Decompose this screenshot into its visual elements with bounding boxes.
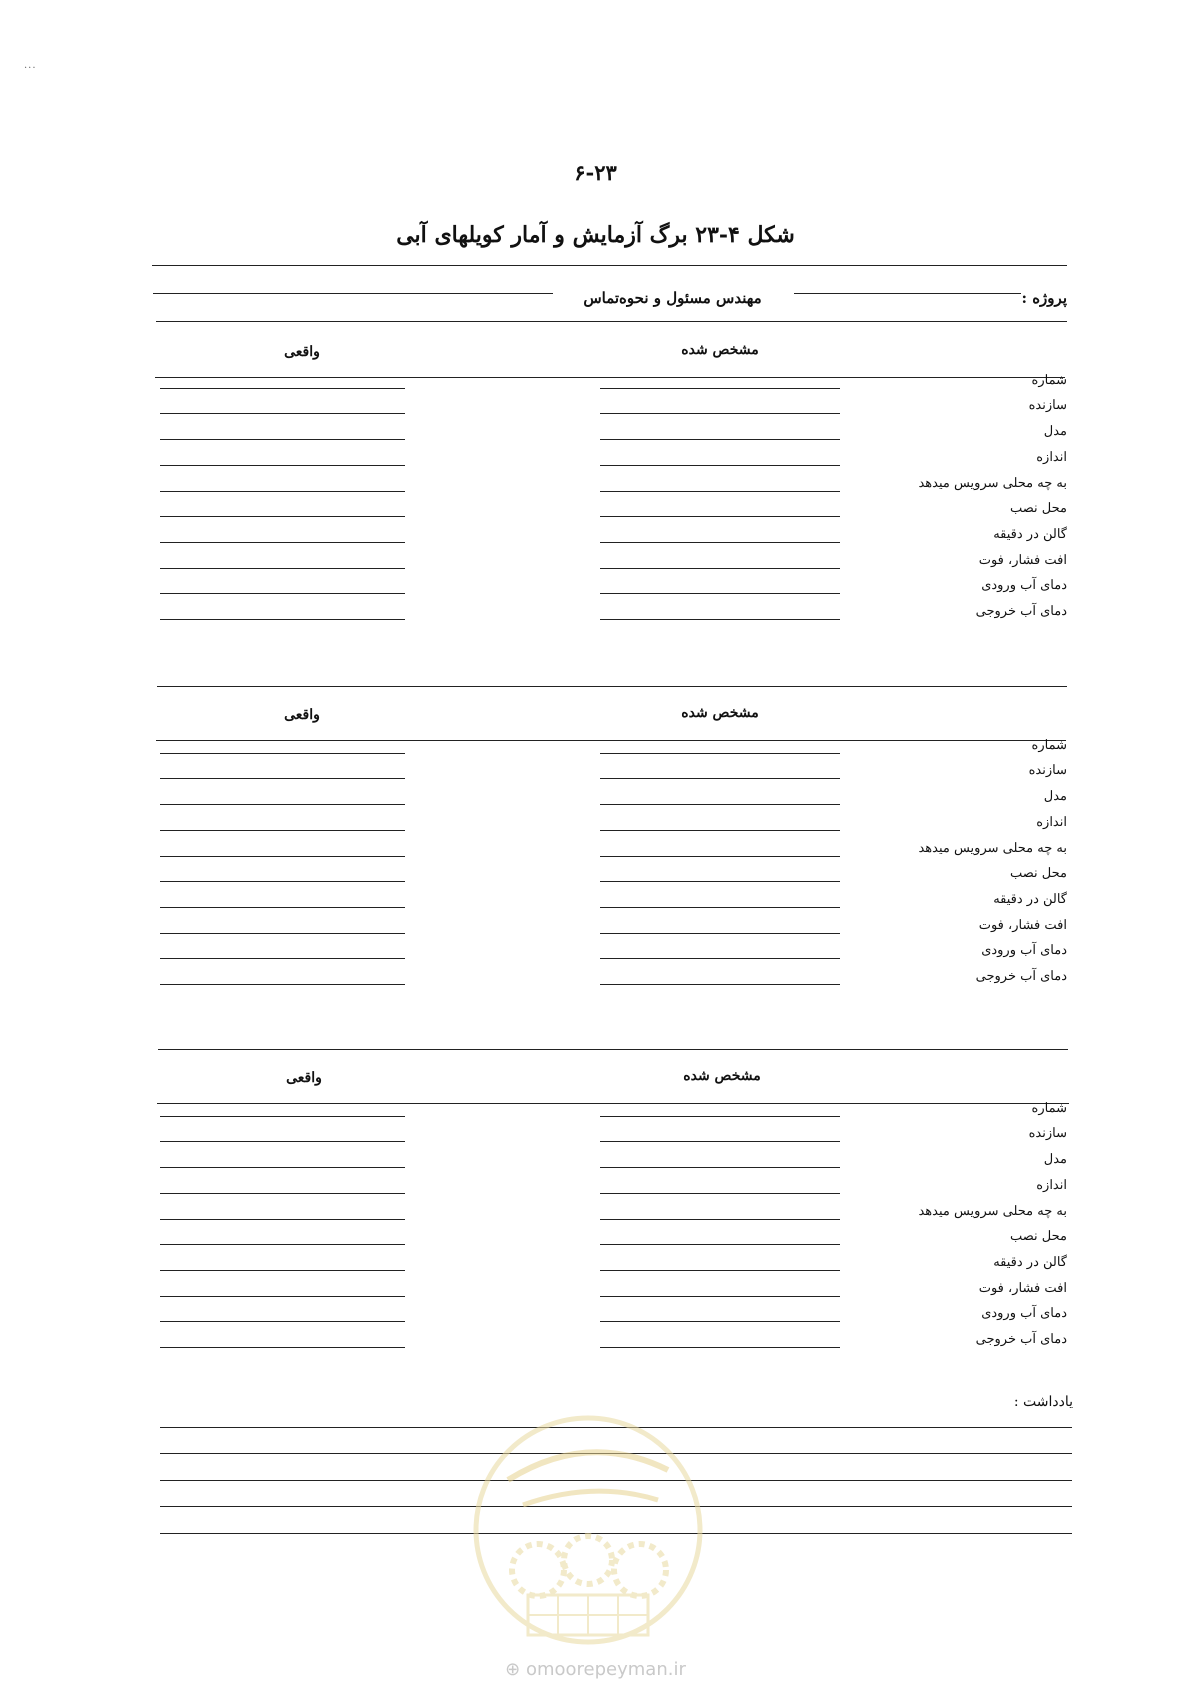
specified-value-line[interactable] — [600, 881, 840, 882]
actual-value-line[interactable] — [160, 439, 405, 440]
row-label: دمای آب ورودی — [981, 943, 1067, 959]
project-label: پروژه : — [1021, 289, 1067, 307]
specified-value-line[interactable] — [600, 1219, 840, 1220]
engineer-field-line[interactable] — [153, 293, 553, 294]
actual-value-line[interactable] — [160, 804, 405, 805]
actual-value-line[interactable] — [160, 619, 405, 620]
form-title: شکل ۴-۲۳ برگ آزمایش و آمار کویلهای آبی — [396, 222, 795, 248]
row-label: اندازه — [1036, 449, 1067, 465]
coil-section-3 — [0, 1058, 1191, 1358]
specified-value-line[interactable] — [600, 413, 840, 414]
actual-value-line[interactable] — [160, 1193, 405, 1194]
row-label: دمای آب خروجی — [975, 1332, 1067, 1347]
specified-value-line[interactable] — [600, 568, 840, 569]
row-label: محل نصب — [1010, 866, 1067, 882]
actual-header: واقعی — [286, 1070, 322, 1086]
engineer-label: مهندس مسئول و نحوه‌تماس — [583, 289, 762, 307]
coil-section-2 — [0, 695, 1191, 995]
header-rule — [155, 377, 1065, 378]
specified-header: مشخص شده — [681, 342, 759, 358]
specified-value-line[interactable] — [600, 1167, 840, 1168]
actual-value-line[interactable] — [160, 516, 405, 517]
row-label: اندازه — [1036, 814, 1067, 830]
specified-value-line[interactable] — [600, 1116, 840, 1117]
notes-label: یادداشت : — [1013, 1394, 1073, 1410]
actual-value-line[interactable] — [160, 1321, 405, 1322]
actual-value-line[interactable] — [160, 830, 405, 831]
actual-value-line[interactable] — [160, 907, 405, 908]
watermark-seal-logo — [468, 1410, 708, 1650]
project-field-line[interactable] — [794, 293, 1021, 294]
specified-value-line[interactable] — [600, 830, 840, 831]
header-rule — [157, 1103, 1069, 1104]
actual-value-line[interactable] — [160, 465, 405, 466]
title-rule — [152, 265, 1067, 266]
row-label: به چه محلی سرویس میدهد — [918, 475, 1067, 491]
row-label: به چه محلی سرویس میدهد — [918, 1203, 1067, 1219]
specified-value-line[interactable] — [600, 593, 840, 594]
row-label: دمای آب ورودی — [981, 578, 1067, 594]
actual-value-line[interactable] — [160, 1244, 405, 1245]
specified-value-line[interactable] — [600, 542, 840, 543]
specified-value-line[interactable] — [600, 1244, 840, 1245]
specified-value-line[interactable] — [600, 1141, 840, 1142]
actual-value-line[interactable] — [160, 933, 405, 934]
info-rule — [156, 321, 1067, 322]
section-divider — [158, 1049, 1068, 1050]
specified-value-line[interactable] — [600, 933, 840, 934]
actual-value-line[interactable] — [160, 881, 405, 882]
row-label: اندازه — [1036, 1177, 1067, 1193]
row-label: مدل — [1043, 424, 1067, 440]
actual-header: واقعی — [284, 344, 320, 360]
watermark-url-text: omoorepeyman.ir — [525, 1659, 686, 1680]
specified-value-line[interactable] — [600, 958, 840, 959]
actual-value-line[interactable] — [160, 1270, 405, 1271]
row-label: دمای آب ورودی — [981, 1306, 1067, 1322]
actual-value-line[interactable] — [160, 778, 405, 779]
row-label: سازنده — [1028, 398, 1067, 414]
row-label: سازنده — [1028, 1126, 1067, 1142]
row-label: افت فشار، فوت — [978, 1280, 1067, 1296]
actual-value-line[interactable] — [160, 753, 405, 754]
specified-value-line[interactable] — [600, 907, 840, 908]
actual-value-line[interactable] — [160, 388, 405, 389]
specified-value-line[interactable] — [600, 465, 840, 466]
actual-value-line[interactable] — [160, 1167, 405, 1168]
specified-value-line[interactable] — [600, 388, 840, 389]
specified-value-line[interactable] — [600, 804, 840, 805]
specified-value-line[interactable] — [600, 491, 840, 492]
specified-value-line[interactable] — [600, 619, 840, 620]
row-label: گالن در دقیقه — [993, 526, 1067, 542]
actual-value-line[interactable] — [160, 1219, 405, 1220]
actual-value-line[interactable] — [160, 1296, 405, 1297]
actual-value-line[interactable] — [160, 491, 405, 492]
actual-value-line[interactable] — [160, 1116, 405, 1117]
specified-value-line[interactable] — [600, 1296, 840, 1297]
specified-value-line[interactable] — [600, 753, 840, 754]
row-label: گالن در دقیقه — [993, 891, 1067, 907]
actual-value-line[interactable] — [160, 1347, 405, 1348]
specified-header: مشخص شده — [683, 1068, 761, 1084]
actual-value-line[interactable] — [160, 1141, 405, 1142]
row-label: دمای آب خروجی — [975, 969, 1067, 984]
row-label: شماره — [1031, 1100, 1067, 1116]
actual-value-line[interactable] — [160, 413, 405, 414]
actual-value-line[interactable] — [160, 568, 405, 569]
row-label: افت فشار، فوت — [978, 917, 1067, 933]
row-label: مدل — [1043, 1152, 1067, 1168]
watermark-url — [0, 1659, 1191, 1680]
row-label: شماره — [1031, 372, 1067, 388]
specified-value-line[interactable] — [600, 984, 840, 985]
specified-value-line[interactable] — [600, 516, 840, 517]
specified-value-line[interactable] — [600, 1270, 840, 1271]
actual-value-line[interactable] — [160, 958, 405, 959]
actual-value-line[interactable] — [160, 984, 405, 985]
specified-header: مشخص شده — [681, 705, 759, 721]
row-label: مدل — [1043, 789, 1067, 805]
globe-icon: ⊕ — [505, 1659, 521, 1680]
row-label: گالن در دقیقه — [993, 1254, 1067, 1270]
row-label: محل نصب — [1010, 501, 1067, 517]
row-label: دمای آب خروجی — [975, 604, 1067, 619]
section-divider — [157, 686, 1067, 687]
row-label: به چه محلی سرویس میدهد — [918, 840, 1067, 856]
row-label: سازنده — [1028, 763, 1067, 779]
actual-value-line[interactable] — [160, 542, 405, 543]
actual-value-line[interactable] — [160, 856, 405, 857]
row-label: شماره — [1031, 737, 1067, 753]
row-label: افت فشار، فوت — [978, 552, 1067, 568]
actual-value-line[interactable] — [160, 593, 405, 594]
specified-value-line[interactable] — [600, 439, 840, 440]
specified-value-line[interactable] — [600, 1193, 840, 1194]
corner-dots: ... — [24, 60, 37, 71]
coil-section-1 — [0, 330, 1191, 630]
specified-value-line[interactable] — [600, 856, 840, 857]
specified-value-line[interactable] — [600, 1321, 840, 1322]
specified-value-line[interactable] — [600, 1347, 840, 1348]
actual-header: واقعی — [284, 707, 320, 723]
specified-value-line[interactable] — [600, 778, 840, 779]
header-rule — [156, 740, 1066, 741]
page-number: ۶-۲۳ — [574, 160, 617, 185]
row-label: محل نصب — [1010, 1229, 1067, 1245]
